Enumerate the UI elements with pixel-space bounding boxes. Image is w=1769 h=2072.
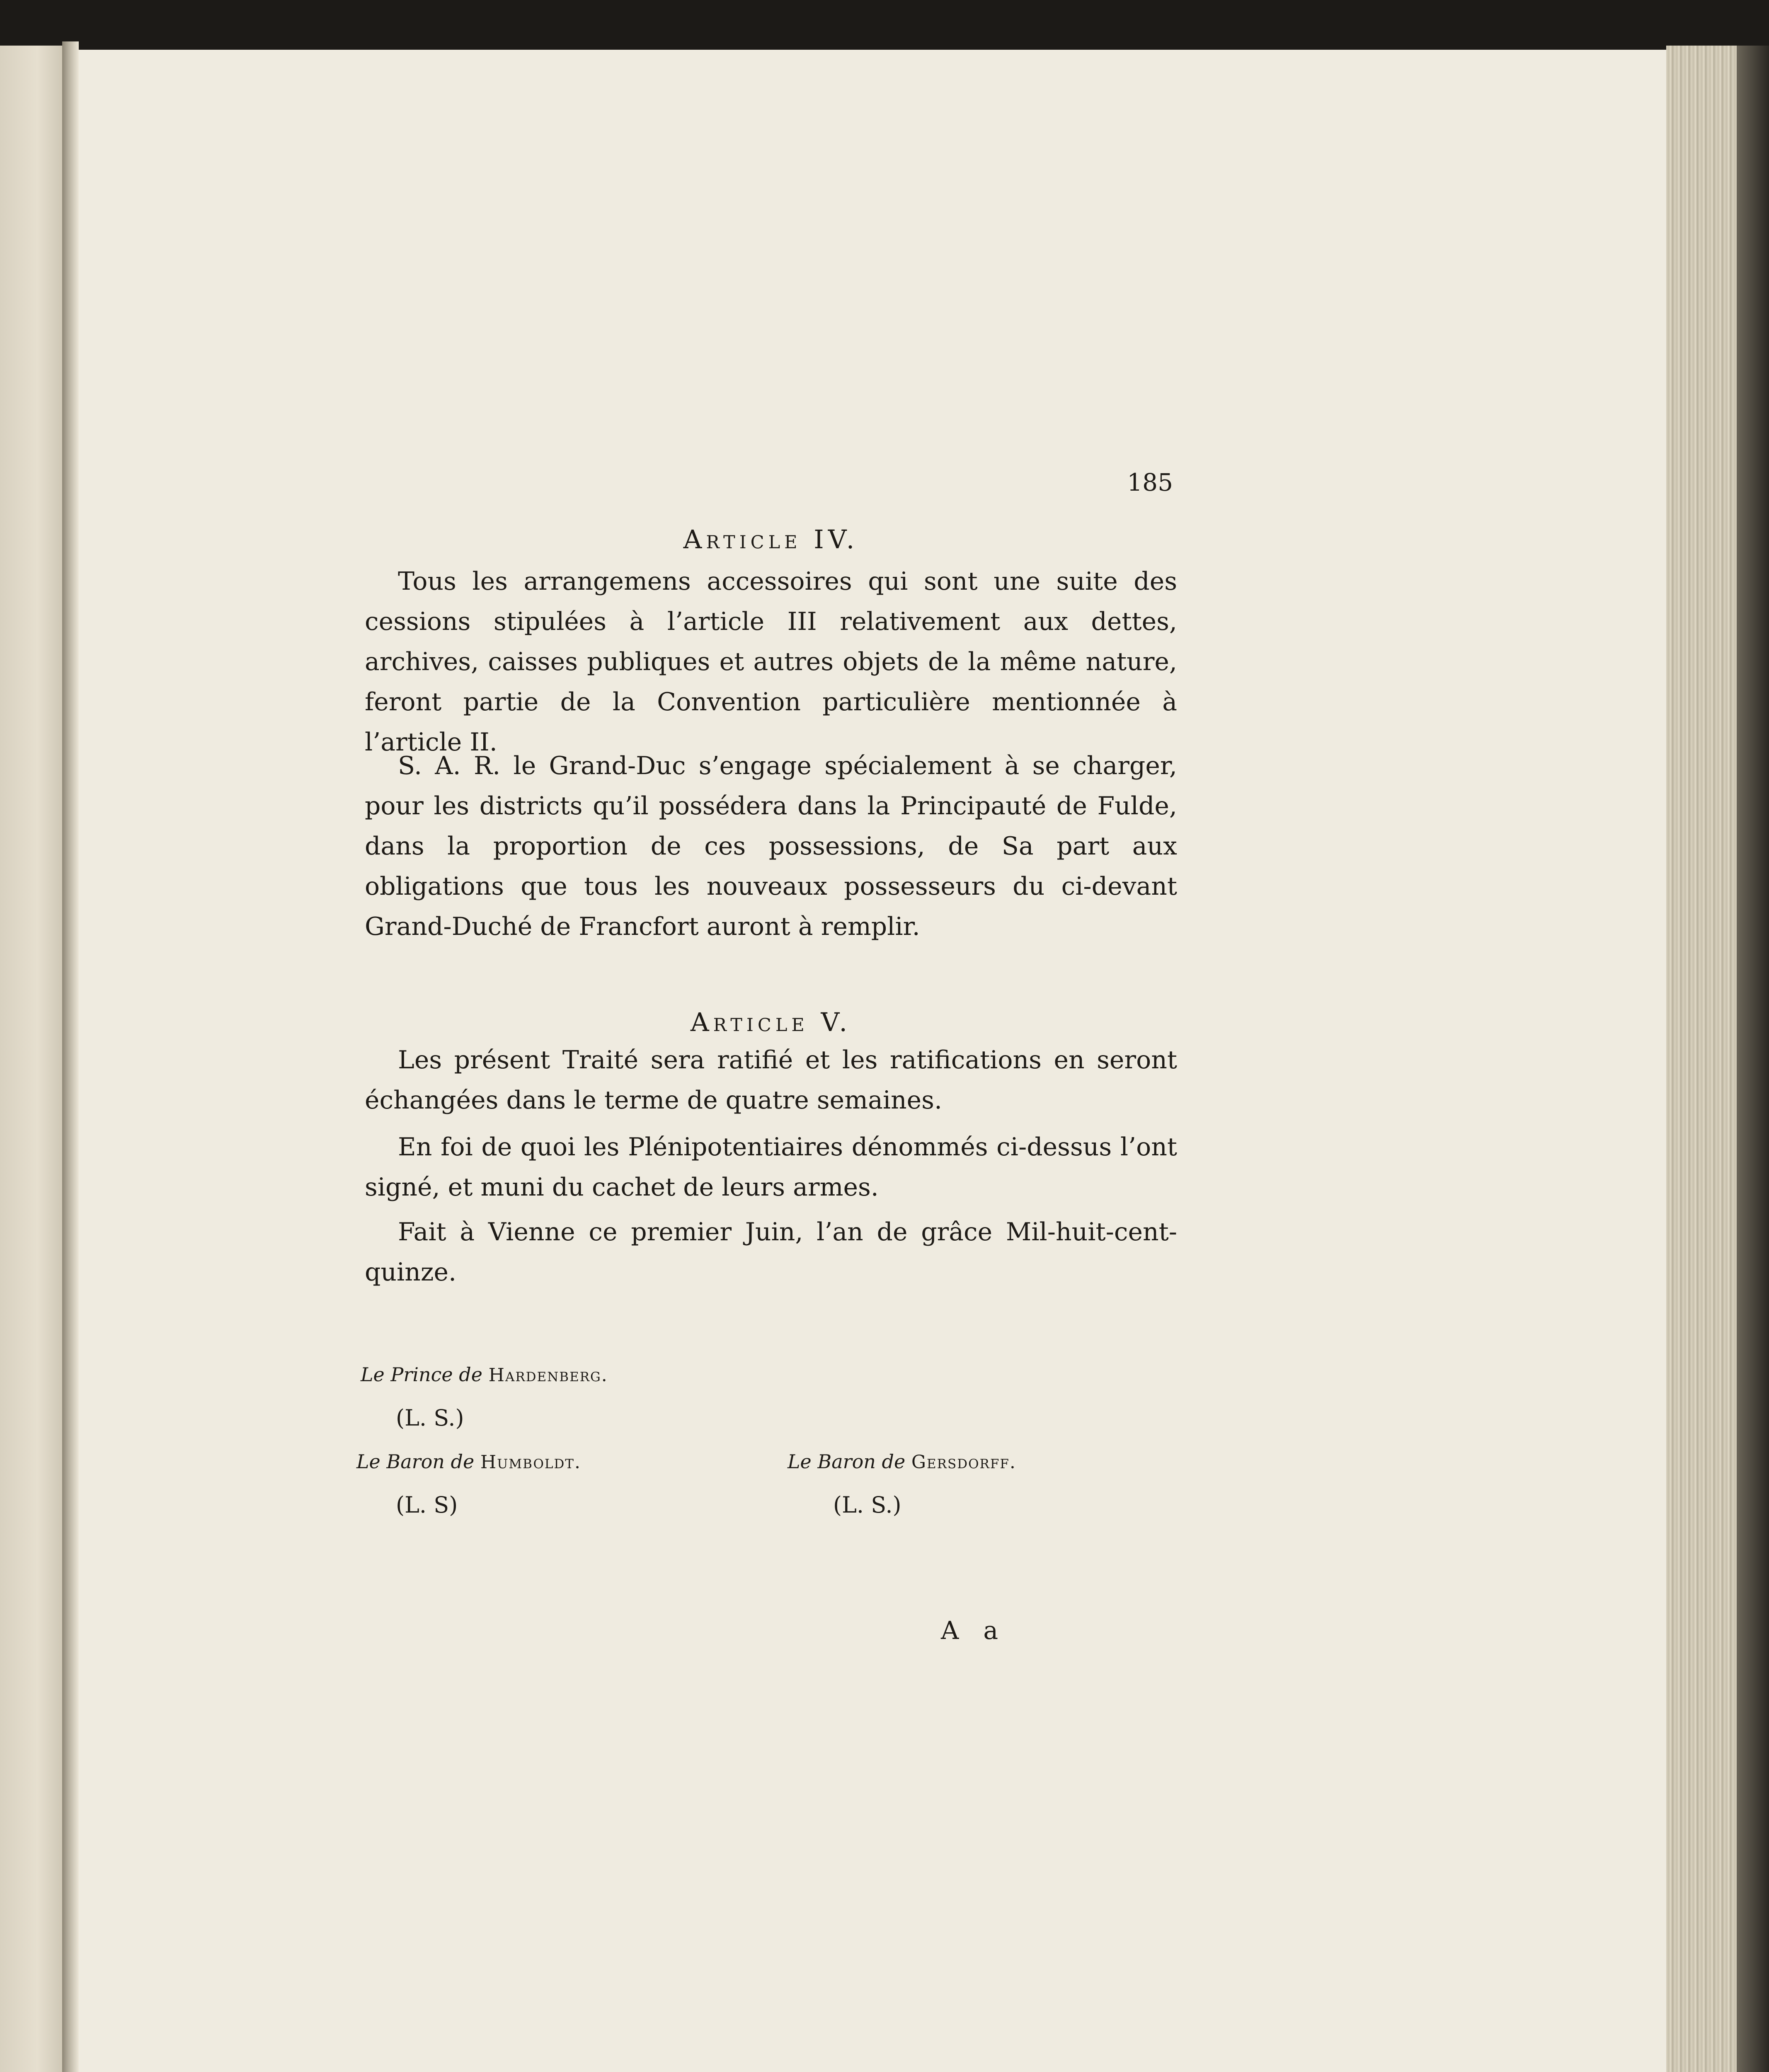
article-iv-heading: Article IV. — [683, 524, 859, 554]
article-v-paragraph-2: En foi de quoi les Plénipotentiaires dénommés ci-dessus l’ont signé, et muni du cachet de leurs armes. — [365, 1133, 1177, 1202]
left-page-edge — [0, 46, 62, 2072]
signature-humboldt-name: Humboldt. — [480, 1452, 581, 1473]
article-v-heading: Article V. — [690, 1007, 852, 1037]
signature-humboldt-prefix: Le Baron de — [356, 1450, 475, 1473]
fore-edge-shadow — [1737, 46, 1769, 2072]
signature-hardenberg-name: Hardenberg. — [488, 1365, 608, 1386]
article-iv-paragraph-1: Tous les arrangemens accessoires qui sont une suite des cessions stipulées à l’article III relativement aux dettes, archives, caisses publiques et autres objets de la même nature, feront partie de la Convention particulière mentionnée à l’article II. — [365, 567, 1177, 757]
seal-humboldt: (L. S) — [396, 1492, 458, 1518]
signature-hardenberg — [361, 1363, 608, 1386]
signature-gersdorff-prefix: Le Baron de — [788, 1450, 906, 1473]
article-iv-paragraph-2: S. A. R. le Grand-Duc s’engage spécialement à se charger, pour les districts qu’il possédera dans la Principauté de Fulde, dans la proportion de ces possessions, de Sa part aux obligations que tous les nouveaux possesseurs du ci-devant Grand-Duché de Francfort auront à remplir. — [365, 751, 1177, 941]
signature-mark: A a — [941, 1616, 1007, 1645]
seal-gersdorff: (L. S.) — [833, 1492, 901, 1518]
signature-gersdorff-name: Gersdorff. — [911, 1452, 1016, 1473]
signature-humboldt — [356, 1450, 581, 1473]
article-v-paragraph-1: Les présent Traité sera ratifié et les ratifications en seront échangées dans le terme de quatre semaines. — [365, 1046, 1177, 1115]
page-fore-edge — [1666, 46, 1737, 2072]
page-number: 185 — [1127, 468, 1173, 496]
signature-gersdorff — [788, 1450, 1016, 1473]
article-v-paragraph-3: Fait à Vienne ce premier Juin, l’an de grâce Mil-huit-cent-quinze. — [365, 1218, 1177, 1287]
seal-hardenberg: (L. S.) — [396, 1405, 464, 1431]
signature-hardenberg-prefix: Le Prince de — [361, 1363, 482, 1386]
book-gutter — [62, 41, 79, 2072]
